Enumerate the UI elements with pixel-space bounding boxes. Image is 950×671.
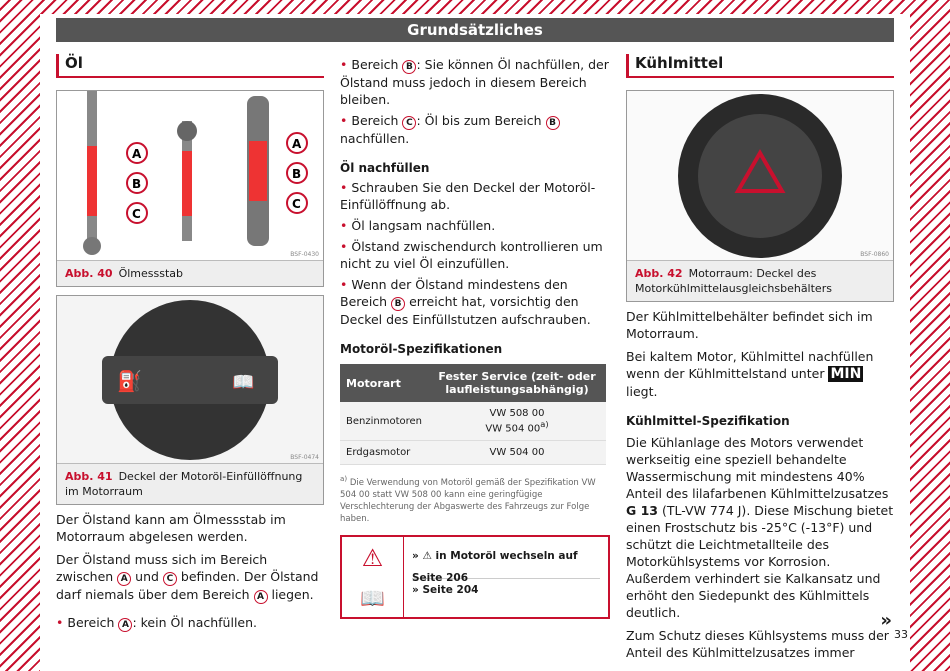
warning-icons bbox=[342, 537, 404, 617]
figure-42 bbox=[626, 90, 894, 302]
list-item: • Öl langsam nachfüllen. bbox=[340, 217, 610, 234]
paragraph: Zum Schutz dieses Kühlsystems muss der Anteil des Kühlmittelzusatzes immer bbox=[626, 628, 889, 660]
link-page-204[interactable]: » Seite 204 bbox=[412, 584, 479, 597]
dipstick-icon bbox=[57, 91, 323, 261]
manual-page bbox=[40, 14, 910, 671]
warning-box bbox=[340, 535, 610, 619]
paragraph: Der Kühlmittelbehälter befindet sich im Motorraum. bbox=[626, 309, 873, 341]
figure-code: BSF-0474 bbox=[290, 454, 319, 461]
oil-cap-illustration bbox=[57, 296, 323, 464]
svg-text:C: C bbox=[132, 207, 141, 221]
link-oil-change[interactable]: » ⚠ in Motoröl wechseln auf Seite 206 bbox=[412, 545, 600, 579]
column-oil bbox=[56, 54, 324, 632]
figure-number: Abb. 42 bbox=[635, 267, 683, 280]
caption-text: Deckel der Motoröl-Einfüllöffnung im Motorraum bbox=[65, 470, 303, 498]
list-item: • Schrauben Sie den Deckel der Motoröl-Einfüllöffnung ab. bbox=[340, 179, 610, 213]
paragraph: Der Ölstand muss sich im Bereich zwischen A und C befinden. Der Ölstand darf niemals über dem Bereich A liegen. bbox=[56, 552, 319, 602]
svg-text:A: A bbox=[132, 147, 142, 161]
figure-41 bbox=[56, 295, 324, 505]
list-item: • Wenn der Ölstand mindestens den Bereich B erreicht hat, vorsichtig den Deckel des Einfüllstutzen aufschrauben. bbox=[340, 276, 610, 328]
figure-caption bbox=[57, 464, 323, 504]
footnote: $^{a)}$ Die Verwendung von Motoröl gemäß der Spezifikation VW 504 00 statt VW 508 00 kann eine geringfügige Verschlechterung der Abgaswerte des Fahrzeugs zur Folge haben. bbox=[340, 474, 596, 525]
warning-icon: ⚠ bbox=[361, 544, 384, 573]
table-row: Benzinmotoren VW 508 00 VW 504 00$^{a)}$ bbox=[340, 402, 606, 441]
column-coolant bbox=[626, 54, 894, 661]
figure-40 bbox=[56, 90, 324, 287]
continued-marker: » bbox=[880, 610, 892, 631]
list-item: • Ölstand zwischendurch kontrollieren um nicht zu viel Öl einzufüllen. bbox=[340, 238, 610, 272]
oil-cap-icon bbox=[57, 296, 323, 464]
svg-text:B: B bbox=[132, 177, 142, 191]
svg-text:A: A bbox=[292, 137, 302, 151]
paragraph: Die Kühlanlage des Motors verwendet werkseitig eine speziell behandelte Wassermischung mit mindestens 40% Anteil des lilafarbenen Kühlmittelzusatzes G 13 (TL-VW 774 J). Diese Mischung bietet einen Frostschutz bis -25°C (-13°F) und schützt die Leichtmetallteile des Motorkühlsystems vor Korrosion. Außerdem verhindert sie Kalkansatz und erhöht den Siedepunkt des Kühlmittels deutlich. bbox=[626, 435, 894, 620]
subheading: Motoröl-Spezifikationen bbox=[340, 342, 503, 356]
figure-number: Abb. 41 bbox=[65, 470, 113, 483]
section-header: Grundsätzliches bbox=[56, 18, 894, 42]
coolant-cap-illustration bbox=[627, 91, 893, 261]
svg-text:📖: 📖 bbox=[232, 372, 255, 393]
figure-code: BSF-0430 bbox=[290, 251, 319, 258]
subheading: Öl nachfüllen bbox=[340, 161, 430, 175]
table-header: Fester Service (zeit- oder laufleistungsabhängig) bbox=[428, 364, 606, 402]
table-row: Erdgasmotor VW 504 00 bbox=[340, 441, 606, 465]
paragraph: Der Ölstand kann am Ölmessstab im Motorraum abgelesen werden. bbox=[56, 512, 286, 544]
figure-code: BSF-0860 bbox=[860, 251, 889, 258]
svg-text:B: B bbox=[292, 167, 302, 181]
column-oil-fill bbox=[340, 56, 610, 619]
dipstick-illustration bbox=[57, 91, 323, 261]
oil-spec-table bbox=[340, 364, 606, 465]
caption-text: Ölmessstab bbox=[118, 267, 184, 280]
figure-caption bbox=[627, 261, 893, 301]
caption-text: Motorraum: Deckel des Motorkühlmittelausgleichsbehälters bbox=[635, 267, 832, 295]
svg-text:C: C bbox=[292, 197, 301, 211]
page-number: 33 bbox=[894, 628, 908, 641]
list-item: • Bereich B : Sie können Öl nachfüllen, der Ölstand muss jedoch in diesem Bereich bleiben. bbox=[340, 56, 610, 108]
min-mark: MIN bbox=[830, 366, 862, 382]
list-item: • Bereich A : kein Öl nachfüllen. bbox=[56, 614, 324, 632]
coolant-cap-icon bbox=[627, 91, 893, 261]
section-title-oil: Öl bbox=[56, 54, 324, 78]
figure-number: Abb. 40 bbox=[65, 267, 113, 280]
reference-links bbox=[404, 537, 608, 617]
table-header: Motorart bbox=[340, 364, 428, 402]
paragraph: Bei kaltem Motor, Kühlmittel nachfüllen wenn der Kühlmittelstand unter MIN liegt. bbox=[626, 349, 874, 399]
manual-icon: 📖 bbox=[360, 586, 385, 611]
figure-caption bbox=[57, 261, 323, 286]
list-item: • Bereich C : Öl bis zum Bereich B nachfüllen. bbox=[340, 112, 610, 147]
section-title-coolant: Kühlmittel bbox=[626, 54, 894, 78]
subheading: Kühlmittel-Spezifikation bbox=[626, 414, 790, 428]
svg-text:⛽: ⛽ bbox=[117, 369, 142, 393]
